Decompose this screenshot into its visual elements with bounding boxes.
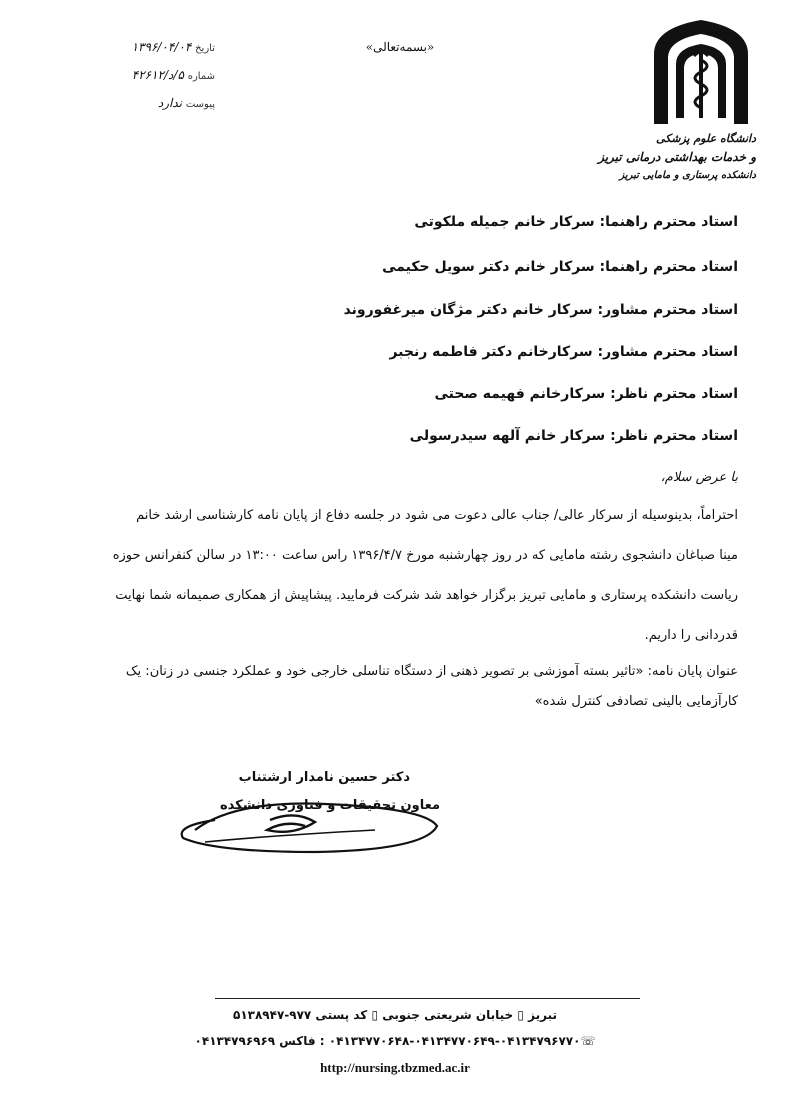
- thesis-title-line: کارآزمایی بالینی تصادفی کنترل شده»: [534, 694, 738, 709]
- logo-university-name: دانشگاه علوم پزشکی: [656, 132, 756, 145]
- attachment-line: [75, 96, 215, 110]
- paragraph-line: مینا صباغان دانشجوی رشته مامایی که در روز چهارشنبه مورخ ۱۳۹۶/۴/۷ راس ساعت ۱۳:۰۰ در سالن کنفرانس حوزه: [112, 548, 738, 563]
- footer-website-link[interactable]: http://nursing.tbzmed.ac.ir: [320, 1060, 470, 1075]
- addressee-line: استاد محترم مشاور: سرکار خانم دکتر مژگان میرغفوروند: [343, 302, 738, 318]
- footer-address: تبریز ▯ خیابان شریعتی جنوبی ▯ کد پستی ۹۷۷-۵۱۳۸۹۴۷: [233, 1008, 557, 1022]
- attachment-label: پیوست: [185, 99, 215, 110]
- logo-emblem-icon: [626, 14, 776, 134]
- logo-health-services: و خدمات بهداشتی درمانی تبریز: [598, 150, 756, 164]
- handwritten-signature: [175, 790, 445, 860]
- addressee-line: استاد محترم ناظر: سرکارخانم فهیمه صحتی: [434, 386, 738, 402]
- number-line: [75, 68, 215, 82]
- paragraph-line: ریاست دانشکده پرستاری و مامایی تبریز برگزار خواهد شد شرکت فرمایید. پیشاپیش از همکاری صمیمانه شما نهایت: [115, 588, 738, 603]
- signatory-name: دکتر حسین نامدار ارشتناب: [238, 770, 410, 785]
- attachment-value: ندارد: [157, 96, 182, 110]
- date-label: تاریخ: [195, 43, 215, 54]
- greeting: با عرض سلام،: [660, 470, 738, 485]
- addressee-line: استاد محترم راهنما: سرکار خانم دکتر سویل حکیمی: [382, 259, 738, 275]
- date-line: [75, 40, 215, 54]
- bismillah-heading: «بسمه‌تعالی»: [365, 40, 435, 54]
- date-value: ۱۳۹۶/۰۴/۰۴: [131, 40, 192, 54]
- number-value: ۵/د/۴۲۶۱۲: [131, 68, 184, 82]
- paragraph-line: قدردانی را داریم.: [644, 628, 738, 643]
- university-logo: [598, 14, 776, 184]
- paragraph-line: احتراماً، بدینوسیله از سرکار عالی/ جناب عالی دعوت می شود در جلسه دفاع از پایان نامه کارشناسی ارشد خانم: [136, 508, 738, 523]
- signatory-title: معاون تحقیقات و فناوری دانشکده: [219, 798, 440, 813]
- addressee-line: استاد محترم مشاور: سرکارخانم دکتر فاطمه رنجبر: [389, 344, 738, 360]
- addressee-line: استاد محترم راهنما: سرکار خانم جمیله ملکوتی: [414, 214, 738, 230]
- footer-phone-fax: ☏۰۴۱۳۴۷۷۰۶۴۸-۰۴۱۳۴۷۷۰۶۴۹-۰۴۱۳۴۷۹۶۷۷۰ : فاکس ۰۴۱۳۴۷۹۶۹۶۹: [194, 1034, 596, 1048]
- addressee-line: استاد محترم ناظر: سرکار خانم آلهه سیدرسولی: [409, 428, 738, 444]
- number-label: شماره: [187, 71, 215, 82]
- logo-faculty-name: دانشکده پرستاری و مامایی تبریز: [619, 170, 756, 181]
- thesis-title-line: عنوان پایان نامه: «تاثیر بسته آموزشی بر تصویر ذهنی از دستگاه تناسلی خارجی خود و عملکرد جنسی در زنان: یک: [125, 664, 738, 679]
- footer-divider: [215, 998, 640, 999]
